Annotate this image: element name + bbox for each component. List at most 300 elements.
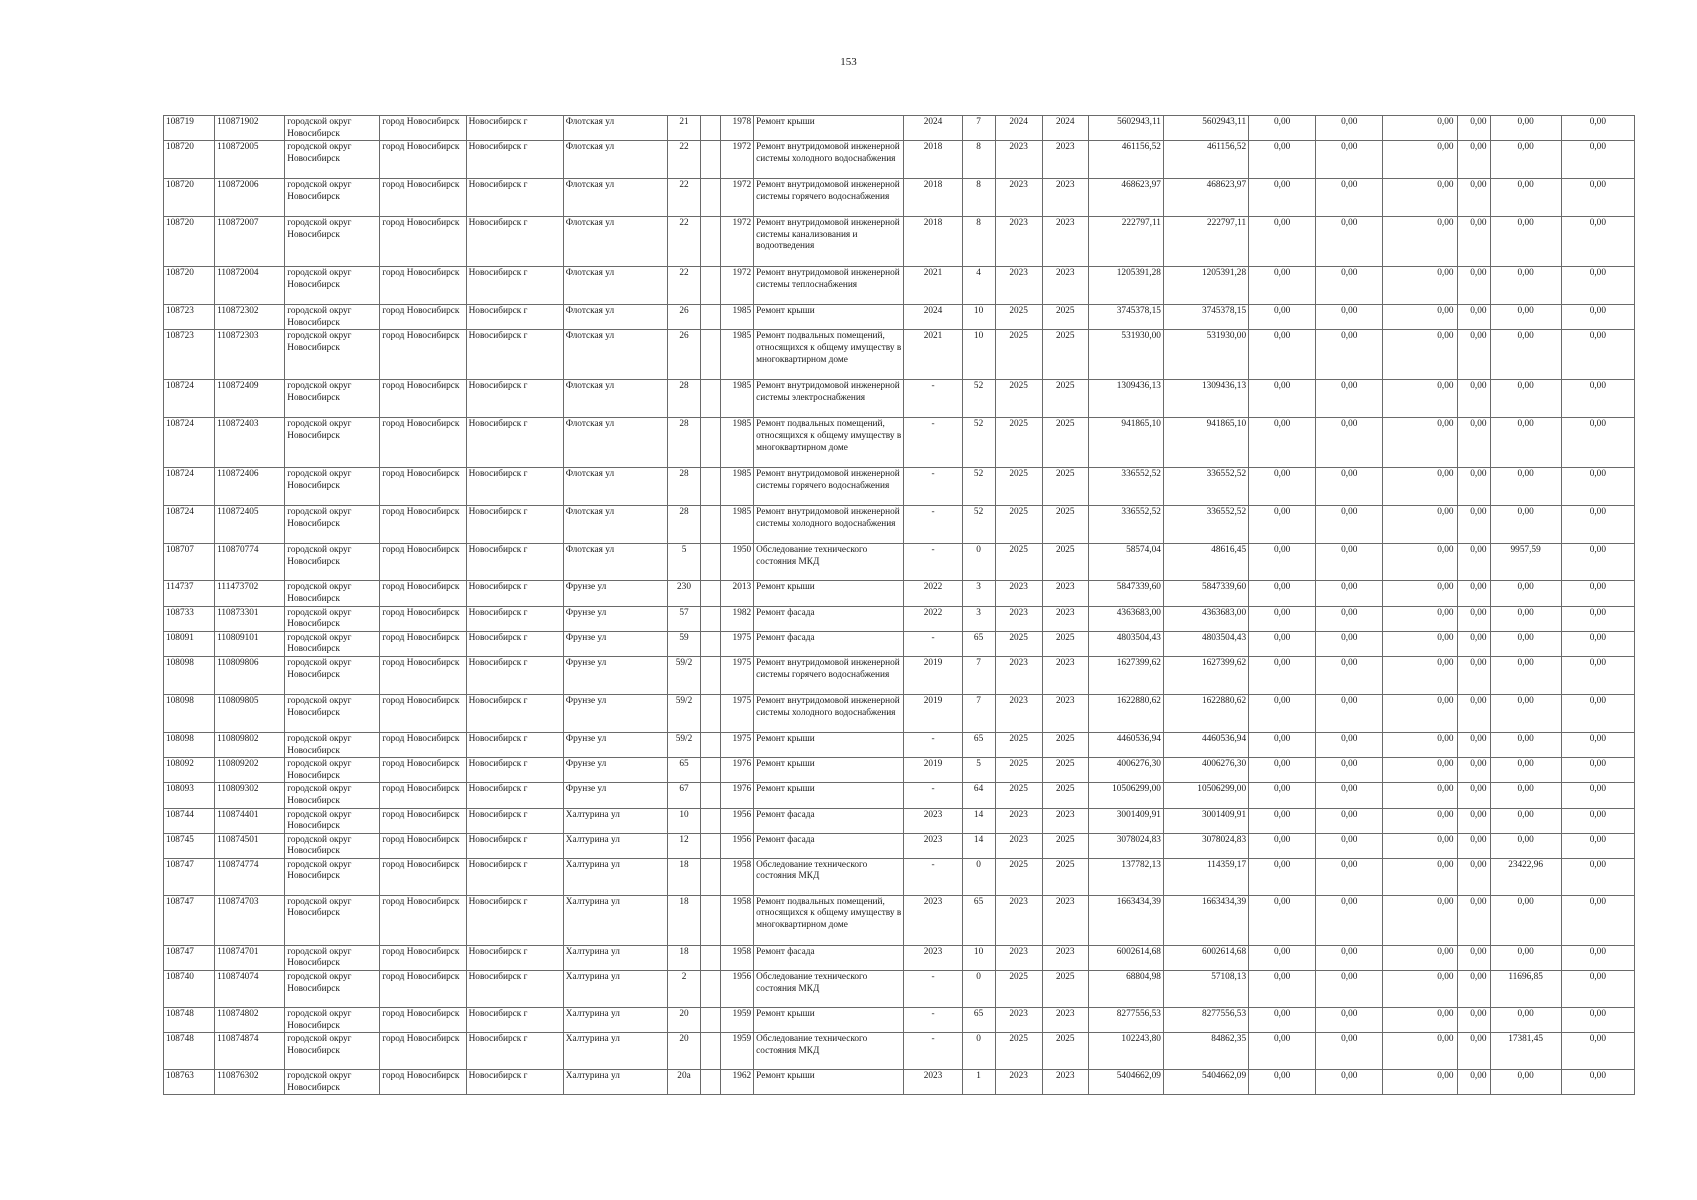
cell-wear-percent: 7 [962, 694, 995, 732]
cell-house-number: 10 [667, 808, 700, 833]
cell-year-built: 1958 [721, 895, 754, 945]
cell-budget-local: 0,00 [1383, 330, 1457, 380]
cell-house-number: 59/2 [667, 694, 700, 732]
cell-budget-local: 0,00 [1383, 380, 1457, 418]
cell-plan-year: 2023 [904, 833, 962, 858]
cell-work-id: 110809806 [215, 656, 285, 694]
cell-building [701, 858, 721, 895]
cell-settlement: город Новосибирск [380, 380, 466, 418]
cell-wear-percent: 14 [962, 808, 995, 833]
cell-building [701, 468, 721, 506]
cell-house-id: 108720 [164, 217, 215, 267]
cell-owners-funds: 0,00 [1457, 945, 1490, 970]
cell-fund-cost: 1205391,28 [1163, 267, 1248, 305]
cell-work-type: Ремонт крыши [754, 732, 904, 757]
cell-budget-regional: 0,00 [1316, 694, 1383, 732]
cell-building [701, 581, 721, 606]
cell-budget-local: 0,00 [1383, 895, 1457, 945]
cell-plan-year: - [904, 1008, 962, 1033]
table-row [164, 330, 1635, 380]
cell-municipality: городской округ Новосибирск [285, 732, 380, 757]
cell-fund-cost: 461156,52 [1163, 141, 1248, 179]
cell-building [701, 631, 721, 656]
table-row [164, 1070, 1635, 1095]
cell-start-year: 2023 [995, 895, 1042, 945]
cell-building [701, 330, 721, 380]
cell-building [701, 1008, 721, 1033]
cell-municipality: городской округ Новосибирск [285, 808, 380, 833]
cell-budget-regional: 0,00 [1316, 895, 1383, 945]
cell-work-type: Обследование технического состояния МКД [754, 544, 904, 581]
cell-street: Флотская ул [563, 380, 667, 418]
cell-plan-year: - [904, 783, 962, 808]
cell-municipality: городской округ Новосибирск [285, 1008, 380, 1033]
cell-start-year: 2023 [995, 1008, 1042, 1033]
cell-house-id: 108733 [164, 606, 215, 631]
cell-other-funds: 0,00 [1490, 808, 1561, 833]
cell-year-built: 1985 [721, 380, 754, 418]
cell-budget-federal: 0,00 [1249, 267, 1316, 305]
cell-work-id: 110809101 [215, 631, 285, 656]
cell-wear-percent: 8 [962, 179, 995, 217]
cell-budget-local: 0,00 [1383, 1033, 1457, 1070]
cell-year-built: 1958 [721, 945, 754, 970]
cell-total-cost: 3078024,83 [1088, 833, 1163, 858]
cell-year-built: 1950 [721, 544, 754, 581]
cell-work-type: Ремонт внутридомовой инженерной системы канализования и водоотведения [754, 217, 904, 267]
cell-budget-regional: 0,00 [1316, 305, 1383, 330]
cell-wear-percent: 52 [962, 418, 995, 468]
cell-end-year: 2023 [1042, 1070, 1088, 1095]
cell-owners-funds: 0,00 [1457, 1033, 1490, 1070]
cell-budget-federal: 0,00 [1249, 858, 1316, 895]
cell-locality: Новосибирск г [466, 833, 563, 858]
cell-work-type: Ремонт внутридомовой инженерной системы горячего водоснабжения [754, 468, 904, 506]
table-row [164, 631, 1635, 656]
cell-extra-funds: 0,00 [1561, 1033, 1634, 1070]
cell-municipality: городской округ Новосибирск [285, 141, 380, 179]
cell-owners-funds: 0,00 [1457, 305, 1490, 330]
cell-house-number: 26 [667, 330, 700, 380]
cell-work-type: Ремонт фасада [754, 833, 904, 858]
cell-locality: Новосибирск г [466, 858, 563, 895]
cell-work-type: Ремонт внутридомовой инженерной системы холодного водоснабжения [754, 694, 904, 732]
cell-locality: Новосибирск г [466, 1033, 563, 1070]
cell-other-funds: 17381,45 [1490, 1033, 1561, 1070]
cell-other-funds: 0,00 [1490, 418, 1561, 468]
cell-budget-local: 0,00 [1383, 418, 1457, 468]
cell-end-year: 2025 [1042, 305, 1088, 330]
cell-budget-regional: 0,00 [1316, 141, 1383, 179]
cell-municipality: городской округ Новосибирск [285, 656, 380, 694]
cell-work-id: 110872005 [215, 141, 285, 179]
cell-extra-funds: 0,00 [1561, 1008, 1634, 1033]
cell-wear-percent: 5 [962, 758, 995, 783]
cell-budget-regional: 0,00 [1316, 544, 1383, 581]
cell-owners-funds: 0,00 [1457, 330, 1490, 380]
cell-wear-percent: 7 [962, 116, 995, 141]
cell-municipality: городской округ Новосибирск [285, 418, 380, 468]
cell-work-type: Ремонт фасада [754, 631, 904, 656]
cell-total-cost: 4803504,43 [1088, 631, 1163, 656]
cell-settlement: город Новосибирск [380, 971, 466, 1008]
table-row [164, 694, 1635, 732]
cell-building [701, 267, 721, 305]
cell-fund-cost: 6002614,68 [1163, 945, 1248, 970]
cell-extra-funds: 0,00 [1561, 971, 1634, 1008]
cell-other-funds: 0,00 [1490, 330, 1561, 380]
table-row [164, 380, 1635, 418]
cell-building [701, 141, 721, 179]
cell-other-funds: 0,00 [1490, 468, 1561, 506]
cell-budget-regional: 0,00 [1316, 380, 1383, 418]
cell-work-id: 110809302 [215, 783, 285, 808]
cell-street: Фрунзе ул [563, 694, 667, 732]
cell-street: Флотская ул [563, 544, 667, 581]
cell-year-built: 2013 [721, 581, 754, 606]
table-row [164, 217, 1635, 267]
cell-house-id: 108745 [164, 833, 215, 858]
cell-locality: Новосибирск г [466, 544, 563, 581]
cell-street: Флотская ул [563, 267, 667, 305]
cell-settlement: город Новосибирск [380, 656, 466, 694]
cell-municipality: городской округ Новосибирск [285, 833, 380, 858]
cell-wear-percent: 4 [962, 267, 995, 305]
cell-street: Фрунзе ул [563, 758, 667, 783]
cell-owners-funds: 0,00 [1457, 631, 1490, 656]
cell-start-year: 2024 [995, 116, 1042, 141]
cell-budget-federal: 0,00 [1249, 116, 1316, 141]
cell-municipality: городской округ Новосибирск [285, 945, 380, 970]
cell-extra-funds: 0,00 [1561, 694, 1634, 732]
cell-work-id: 110870774 [215, 544, 285, 581]
cell-extra-funds: 0,00 [1561, 305, 1634, 330]
cell-settlement: город Новосибирск [380, 116, 466, 141]
cell-fund-cost: 1622880,62 [1163, 694, 1248, 732]
cell-plan-year: - [904, 858, 962, 895]
cell-street: Фрунзе ул [563, 783, 667, 808]
cell-house-id: 108720 [164, 267, 215, 305]
cell-budget-federal: 0,00 [1249, 895, 1316, 945]
cell-municipality: городской округ Новосибирск [285, 631, 380, 656]
cell-fund-cost: 941865,10 [1163, 418, 1248, 468]
cell-extra-funds: 0,00 [1561, 808, 1634, 833]
cell-work-type: Ремонт подвальных помещений, относящихся к общему имуществу в многоквартирном доме [754, 330, 904, 380]
cell-street: Флотская ул [563, 179, 667, 217]
cell-work-type: Ремонт фасада [754, 808, 904, 833]
cell-owners-funds: 0,00 [1457, 418, 1490, 468]
cell-locality: Новосибирск г [466, 808, 563, 833]
cell-plan-year: - [904, 380, 962, 418]
cell-municipality: городской округ Новосибирск [285, 267, 380, 305]
cell-end-year: 2025 [1042, 758, 1088, 783]
cell-settlement: город Новосибирск [380, 833, 466, 858]
cell-work-id: 110872007 [215, 217, 285, 267]
cell-settlement: город Новосибирск [380, 808, 466, 833]
cell-budget-local: 0,00 [1383, 971, 1457, 1008]
cell-plan-year: - [904, 506, 962, 544]
cell-work-type: Ремонт внутридомовой инженерной системы горячего водоснабжения [754, 179, 904, 217]
cell-building [701, 217, 721, 267]
table-row [164, 179, 1635, 217]
cell-municipality: городской округ Новосибирск [285, 858, 380, 895]
cell-start-year: 2025 [995, 330, 1042, 380]
cell-house-id: 108747 [164, 895, 215, 945]
cell-total-cost: 58574,04 [1088, 544, 1163, 581]
cell-locality: Новосибирск г [466, 758, 563, 783]
cell-start-year: 2023 [995, 833, 1042, 858]
cell-year-built: 1956 [721, 971, 754, 1008]
cell-other-funds: 0,00 [1490, 141, 1561, 179]
cell-start-year: 2023 [995, 606, 1042, 631]
cell-budget-local: 0,00 [1383, 945, 1457, 970]
cell-locality: Новосибирск г [466, 380, 563, 418]
cell-work-type: Ремонт крыши [754, 116, 904, 141]
cell-building [701, 506, 721, 544]
cell-total-cost: 4363683,00 [1088, 606, 1163, 631]
table-row [164, 895, 1635, 945]
cell-budget-local: 0,00 [1383, 305, 1457, 330]
cell-extra-funds: 0,00 [1561, 267, 1634, 305]
cell-owners-funds: 0,00 [1457, 581, 1490, 606]
cell-budget-regional: 0,00 [1316, 1070, 1383, 1095]
cell-extra-funds: 0,00 [1561, 581, 1634, 606]
cell-total-cost: 4006276,30 [1088, 758, 1163, 783]
cell-work-id: 110809805 [215, 694, 285, 732]
cell-total-cost: 4460536,94 [1088, 732, 1163, 757]
cell-extra-funds: 0,00 [1561, 330, 1634, 380]
cell-budget-local: 0,00 [1383, 694, 1457, 732]
cell-settlement: город Новосибирск [380, 945, 466, 970]
cell-end-year: 2024 [1042, 116, 1088, 141]
cell-municipality: городской округ Новосибирск [285, 694, 380, 732]
cell-other-funds: 0,00 [1490, 783, 1561, 808]
cell-start-year: 2025 [995, 418, 1042, 468]
cell-street: Халтурина ул [563, 945, 667, 970]
cell-extra-funds: 0,00 [1561, 606, 1634, 631]
cell-budget-federal: 0,00 [1249, 1033, 1316, 1070]
cell-work-id: 110872004 [215, 267, 285, 305]
cell-fund-cost: 10506299,00 [1163, 783, 1248, 808]
cell-other-funds: 0,00 [1490, 267, 1561, 305]
cell-plan-year: 2019 [904, 656, 962, 694]
cell-building [701, 380, 721, 418]
cell-owners-funds: 0,00 [1457, 267, 1490, 305]
cell-locality: Новосибирск г [466, 267, 563, 305]
cell-total-cost: 461156,52 [1088, 141, 1163, 179]
cell-budget-local: 0,00 [1383, 1070, 1457, 1095]
cell-fund-cost: 468623,97 [1163, 179, 1248, 217]
table-row [164, 581, 1635, 606]
table-row [164, 468, 1635, 506]
cell-work-id: 110872406 [215, 468, 285, 506]
cell-start-year: 2025 [995, 971, 1042, 1008]
cell-work-type: Ремонт фасада [754, 606, 904, 631]
cell-owners-funds: 0,00 [1457, 116, 1490, 141]
cell-budget-local: 0,00 [1383, 833, 1457, 858]
cell-budget-federal: 0,00 [1249, 945, 1316, 970]
cell-house-number: 2 [667, 971, 700, 1008]
table-row [164, 606, 1635, 631]
cell-house-id: 114737 [164, 581, 215, 606]
table-row [164, 506, 1635, 544]
cell-settlement: город Новосибирск [380, 506, 466, 544]
cell-budget-local: 0,00 [1383, 506, 1457, 544]
cell-budget-federal: 0,00 [1249, 732, 1316, 757]
cell-fund-cost: 5602943,11 [1163, 116, 1248, 141]
cell-building [701, 606, 721, 631]
cell-house-id: 108740 [164, 971, 215, 1008]
cell-budget-regional: 0,00 [1316, 833, 1383, 858]
cell-owners-funds: 0,00 [1457, 506, 1490, 544]
cell-owners-funds: 0,00 [1457, 694, 1490, 732]
cell-extra-funds: 0,00 [1561, 468, 1634, 506]
cell-budget-regional: 0,00 [1316, 945, 1383, 970]
cell-locality: Новосибирск г [466, 1070, 563, 1095]
cell-locality: Новосибирск г [466, 305, 563, 330]
cell-fund-cost: 3745378,15 [1163, 305, 1248, 330]
cell-owners-funds: 0,00 [1457, 808, 1490, 833]
cell-municipality: городской округ Новосибирск [285, 179, 380, 217]
cell-extra-funds: 0,00 [1561, 418, 1634, 468]
cell-house-number: 12 [667, 833, 700, 858]
cell-house-id: 108723 [164, 305, 215, 330]
cell-locality: Новосибирск г [466, 141, 563, 179]
table-row [164, 971, 1635, 1008]
cell-locality: Новосибирск г [466, 506, 563, 544]
cell-end-year: 2023 [1042, 1008, 1088, 1033]
cell-work-id: 110874774 [215, 858, 285, 895]
cell-fund-cost: 4460536,94 [1163, 732, 1248, 757]
cell-locality: Новосибирск г [466, 783, 563, 808]
cell-budget-federal: 0,00 [1249, 544, 1316, 581]
cell-plan-year: - [904, 1033, 962, 1070]
cell-end-year: 2023 [1042, 656, 1088, 694]
cell-street: Флотская ул [563, 330, 667, 380]
cell-house-id: 108723 [164, 330, 215, 380]
cell-total-cost: 1622880,62 [1088, 694, 1163, 732]
cell-street: Халтурина ул [563, 1033, 667, 1070]
cell-building [701, 833, 721, 858]
cell-extra-funds: 0,00 [1561, 945, 1634, 970]
cell-year-built: 1956 [721, 833, 754, 858]
cell-house-number: 22 [667, 267, 700, 305]
cell-building [701, 971, 721, 1008]
cell-building [701, 1033, 721, 1070]
cell-other-funds: 11696,85 [1490, 971, 1561, 1008]
cell-budget-federal: 0,00 [1249, 971, 1316, 1008]
cell-plan-year: 2019 [904, 694, 962, 732]
cell-house-number: 5 [667, 544, 700, 581]
cell-budget-federal: 0,00 [1249, 330, 1316, 380]
cell-budget-local: 0,00 [1383, 141, 1457, 179]
table-row [164, 544, 1635, 581]
cell-total-cost: 222797,11 [1088, 217, 1163, 267]
cell-owners-funds: 0,00 [1457, 1008, 1490, 1033]
cell-house-id: 108091 [164, 631, 215, 656]
cell-other-funds: 0,00 [1490, 732, 1561, 757]
cell-start-year: 2023 [995, 141, 1042, 179]
cell-house-id: 108098 [164, 732, 215, 757]
cell-settlement: город Новосибирск [380, 631, 466, 656]
cell-house-number: 18 [667, 895, 700, 945]
cell-budget-federal: 0,00 [1249, 581, 1316, 606]
cell-end-year: 2025 [1042, 631, 1088, 656]
cell-municipality: городской округ Новосибирск [285, 783, 380, 808]
cell-municipality: городской округ Новосибирск [285, 330, 380, 380]
cell-owners-funds: 0,00 [1457, 971, 1490, 1008]
cell-wear-percent: 14 [962, 833, 995, 858]
cell-wear-percent: 10 [962, 330, 995, 380]
cell-start-year: 2023 [995, 1070, 1042, 1095]
cell-budget-local: 0,00 [1383, 179, 1457, 217]
cell-fund-cost: 57108,13 [1163, 971, 1248, 1008]
cell-work-id: 110872409 [215, 380, 285, 418]
cell-locality: Новосибирск г [466, 694, 563, 732]
cell-street: Халтурина ул [563, 1008, 667, 1033]
capital-repair-table [163, 115, 1635, 1095]
cell-end-year: 2025 [1042, 380, 1088, 418]
cell-start-year: 2025 [995, 1033, 1042, 1070]
cell-house-number: 20а [667, 1070, 700, 1095]
cell-building [701, 1070, 721, 1095]
cell-budget-federal: 0,00 [1249, 217, 1316, 267]
cell-budget-local: 0,00 [1383, 808, 1457, 833]
cell-other-funds: 0,00 [1490, 380, 1561, 418]
cell-year-built: 1962 [721, 1070, 754, 1095]
cell-building [701, 179, 721, 217]
cell-work-type: Ремонт внутридомовой инженерной системы электроснабжения [754, 380, 904, 418]
cell-wear-percent: 10 [962, 305, 995, 330]
cell-house-number: 28 [667, 506, 700, 544]
cell-wear-percent: 10 [962, 945, 995, 970]
cell-work-type: Ремонт фасада [754, 945, 904, 970]
cell-settlement: город Новосибирск [380, 267, 466, 305]
cell-wear-percent: 3 [962, 581, 995, 606]
cell-total-cost: 941865,10 [1088, 418, 1163, 468]
cell-plan-year: 2023 [904, 945, 962, 970]
cell-fund-cost: 336552,52 [1163, 506, 1248, 544]
cell-house-id: 108763 [164, 1070, 215, 1095]
cell-total-cost: 5847339,60 [1088, 581, 1163, 606]
cell-budget-federal: 0,00 [1249, 833, 1316, 858]
cell-other-funds: 0,00 [1490, 895, 1561, 945]
cell-plan-year: 2021 [904, 330, 962, 380]
cell-end-year: 2023 [1042, 694, 1088, 732]
cell-start-year: 2025 [995, 783, 1042, 808]
cell-year-built: 1985 [721, 506, 754, 544]
cell-work-id: 110874401 [215, 808, 285, 833]
cell-extra-funds: 0,00 [1561, 631, 1634, 656]
cell-fund-cost: 1627399,62 [1163, 656, 1248, 694]
cell-budget-federal: 0,00 [1249, 380, 1316, 418]
cell-work-type: Ремонт крыши [754, 581, 904, 606]
cell-work-type: Ремонт внутридомовой инженерной системы горячего водоснабжения [754, 656, 904, 694]
cell-settlement: город Новосибирск [380, 1070, 466, 1095]
cell-locality: Новосибирск г [466, 330, 563, 380]
cell-building [701, 783, 721, 808]
cell-total-cost: 336552,52 [1088, 468, 1163, 506]
cell-end-year: 2025 [1042, 418, 1088, 468]
cell-municipality: городской округ Новосибирск [285, 1033, 380, 1070]
cell-street: Флотская ул [563, 116, 667, 141]
cell-budget-federal: 0,00 [1249, 305, 1316, 330]
cell-budget-regional: 0,00 [1316, 971, 1383, 1008]
table-row [164, 305, 1635, 330]
cell-budget-federal: 0,00 [1249, 506, 1316, 544]
cell-other-funds: 0,00 [1490, 506, 1561, 544]
cell-year-built: 1975 [721, 631, 754, 656]
